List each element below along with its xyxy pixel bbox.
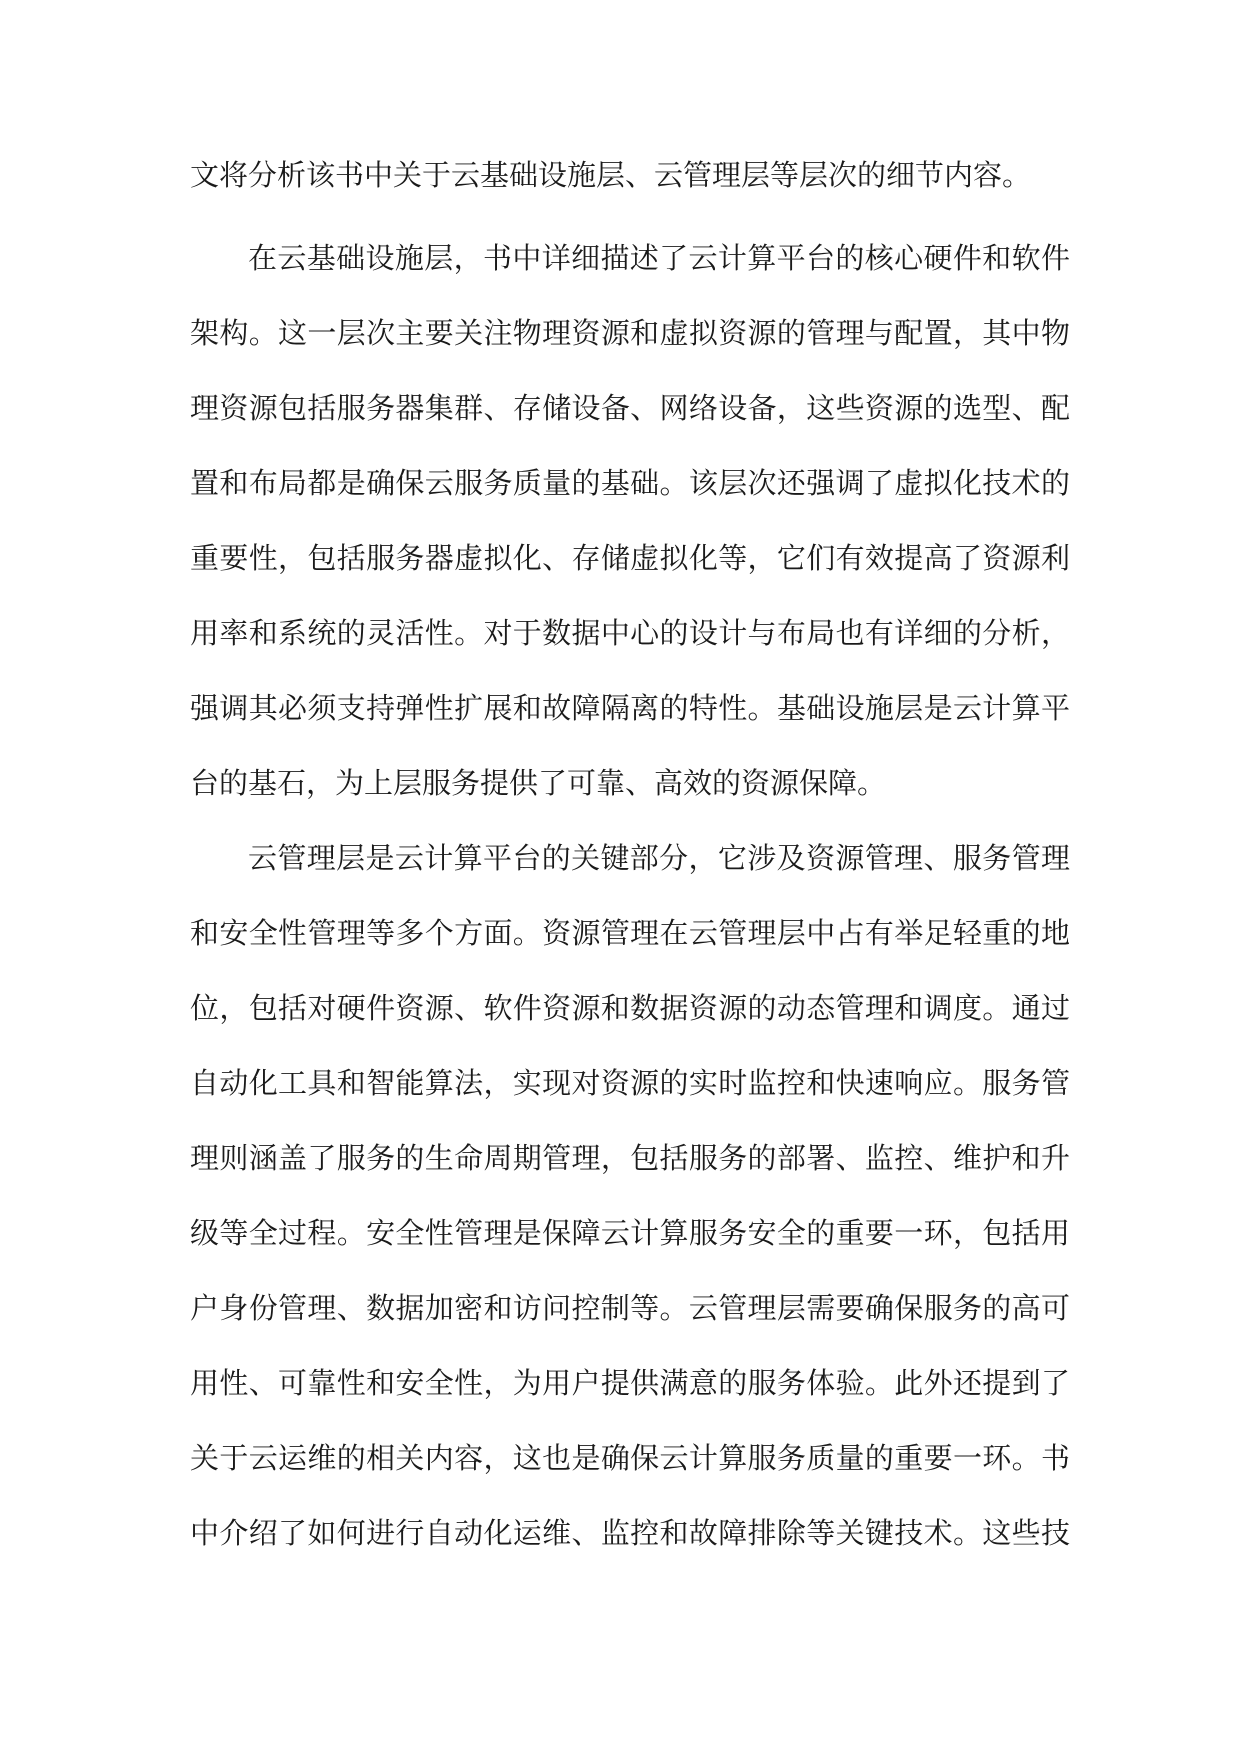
paragraph-line: 中介绍了如何进行自动化运维、监控和故障排除等关键技术。这些技 (190, 1516, 1070, 1550)
paragraph-line: 位，包括对硬件资源、软件资源和数据资源的动态管理和调度。通过 (190, 991, 1070, 1025)
paragraph-line: 理则涵盖了服务的生命周期管理，包括服务的部署、监控、维护和升 (190, 1141, 1070, 1175)
paragraph-line: 强调其必须支持弹性扩展和故障隔离的特性。基础设施层是云计算平 (190, 691, 1070, 725)
paragraph-line: 理资源包括服务器集群、存储设备、网络设备，这些资源的选型、配 (190, 391, 1070, 425)
paragraph-line: 文将分析该书中关于云基础设施层、云管理层等层次的细节内容。 (190, 158, 1032, 192)
paragraph-line: 用率和系统的灵活性。对于数据中心的设计与布局也有详细的分析， (190, 616, 1070, 650)
paragraph-line: 置和布局都是确保云服务质量的基础。该层次还强调了虚拟化技术的 (190, 466, 1070, 500)
paragraph-line: 云管理层是云计算平台的关键部分，它涉及资源管理、服务管理 (248, 841, 1070, 875)
paragraph-line: 关于云运维的相关内容，这也是确保云计算服务质量的重要一环。书 (190, 1441, 1070, 1475)
paragraph-line: 在云基础设施层，书中详细描述了云计算平台的核心硬件和软件 (248, 241, 1070, 275)
paragraph-line: 级等全过程。安全性管理是保障云计算服务安全的重要一环，包括用 (190, 1216, 1070, 1250)
paragraph-line: 和安全性管理等多个方面。资源管理在云管理层中占有举足轻重的地 (190, 916, 1070, 950)
paragraph-line: 重要性，包括服务器虚拟化、存储虚拟化等，它们有效提高了资源利 (190, 541, 1070, 575)
paragraph-line: 架构。这一层次主要关注物理资源和虚拟资源的管理与配置，其中物 (190, 316, 1070, 350)
paragraph-line: 用性、可靠性和安全性，为用户提供满意的服务体验。此外还提到了 (190, 1366, 1070, 1400)
paragraph-line: 自动化工具和智能算法，实现对资源的实时监控和快速响应。服务管 (190, 1066, 1070, 1100)
paragraph-line: 台的基石，为上层服务提供了可靠、高效的资源保障。 (190, 766, 887, 800)
paragraph-line: 户身份管理、数据加密和访问控制等。云管理层需要确保服务的高可 (190, 1291, 1070, 1325)
